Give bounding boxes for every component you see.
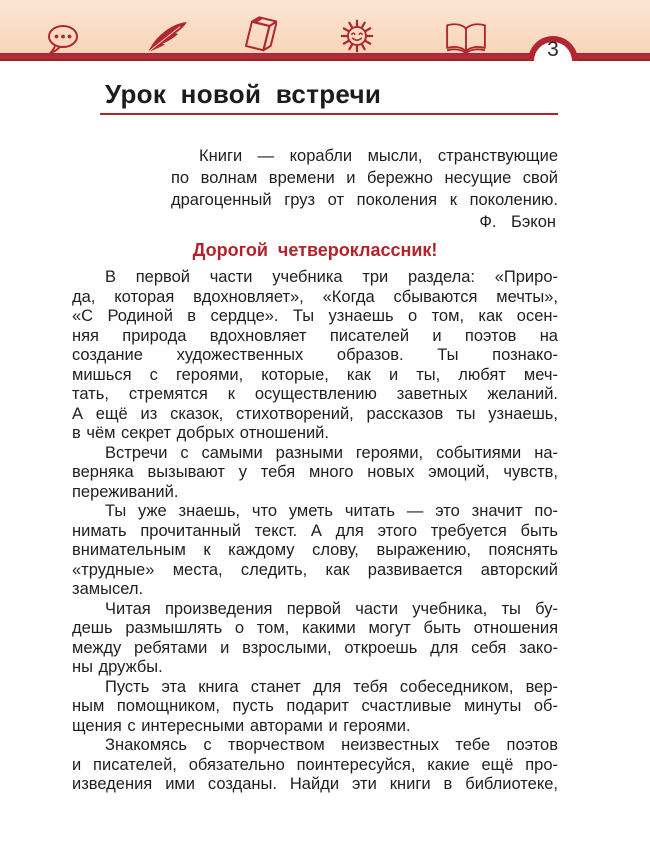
text-line: Знакомясь с творчеством неизвестных тебе поэтов: [105, 736, 558, 754]
text-line: Пусть эта книга станет для тебя собеседником, вер-: [105, 677, 558, 696]
paragraph: [72, 502, 558, 600]
paragraph: [72, 268, 558, 444]
text-line: тать, стремятся к осуществлению заветных желаний.: [72, 385, 558, 403]
text-line: между ребятами и взрослыми, откроешь для себя зако-: [72, 638, 558, 657]
text-line: В первой части учебника три раздела: «Приро-: [105, 268, 558, 286]
epigraph-attribution: Ф. Бэкон: [479, 213, 556, 231]
text-line: замысел.: [72, 580, 144, 598]
text-line: дешь размышлять о том, какими могут быть отношения: [72, 619, 558, 637]
text-line: «трудные» места, следить, как развивается авторский: [72, 560, 558, 579]
paragraph: [72, 600, 558, 678]
text-line: изведения ими созданы. Найди эти книги в библиотеке,: [72, 775, 558, 793]
text-line: нимать прочитанный текст. А для этого требуется быть: [72, 521, 558, 540]
greeting-heading: Дорогой четвероклассник!: [192, 240, 438, 260]
text-line: и писателей, обязательно поинтересуйся, какие ещё про-: [72, 755, 558, 774]
text-line: да, которая вдохновляет», «Когда сбываются мечты»,: [72, 287, 558, 306]
title-underline: [100, 113, 558, 115]
text-line: в чём секрет добрых отношений.: [72, 424, 329, 442]
text-line: Ты уже знаешь, что уметь читать — это значит по-: [105, 502, 558, 520]
page-number: 3: [547, 38, 559, 61]
text-line: создание художественных образов. Ты познако-: [72, 346, 558, 364]
text-line: А ещё из сказок, стихотворений, рассказов ты узнаешь,: [72, 404, 558, 423]
text-line: ным помощником, пусть подарит счастливые минуты об-: [72, 697, 558, 715]
paragraph: [72, 678, 558, 737]
epigraph-line: по волнам времени и бережно несущие свой: [171, 169, 558, 187]
text-line: няя природа вдохновляет писателей и поэтов на: [72, 326, 558, 345]
text-line: мишься с героями, которые, как и ты, любят меч-: [72, 365, 558, 384]
page-title: Урок новой встречи: [105, 79, 382, 109]
epigraph-line: Книги — корабли мысли, странствующие: [199, 147, 558, 165]
body-paragraphs: [72, 268, 558, 795]
paragraph: [72, 736, 558, 795]
text-line: переживаний.: [72, 482, 179, 501]
epigraph-lines: [171, 145, 558, 211]
text-line: Встречи с самыми разными героями, событиями на-: [105, 443, 558, 462]
text-line: ны дружбы.: [72, 658, 163, 676]
text-line: щения с интересными авторами и героями.: [72, 716, 411, 735]
paragraph: [72, 444, 558, 503]
text-line: верняка вызывают у тебя много новых эмоций, чувств,: [72, 463, 558, 481]
epigraph-line: драгоценный груз от поколения к поколению.: [171, 191, 558, 209]
text-line: Читая произведения первой части учебника, ты бу-: [105, 599, 558, 618]
text-line: внимательным к каждому слову, выражению, пояснять: [72, 541, 558, 559]
content-column: [72, 0, 558, 795]
text-line: «С Родиной в сердце». Ты узнаешь о том, как осен-: [72, 307, 558, 325]
epigraph: [171, 145, 558, 233]
